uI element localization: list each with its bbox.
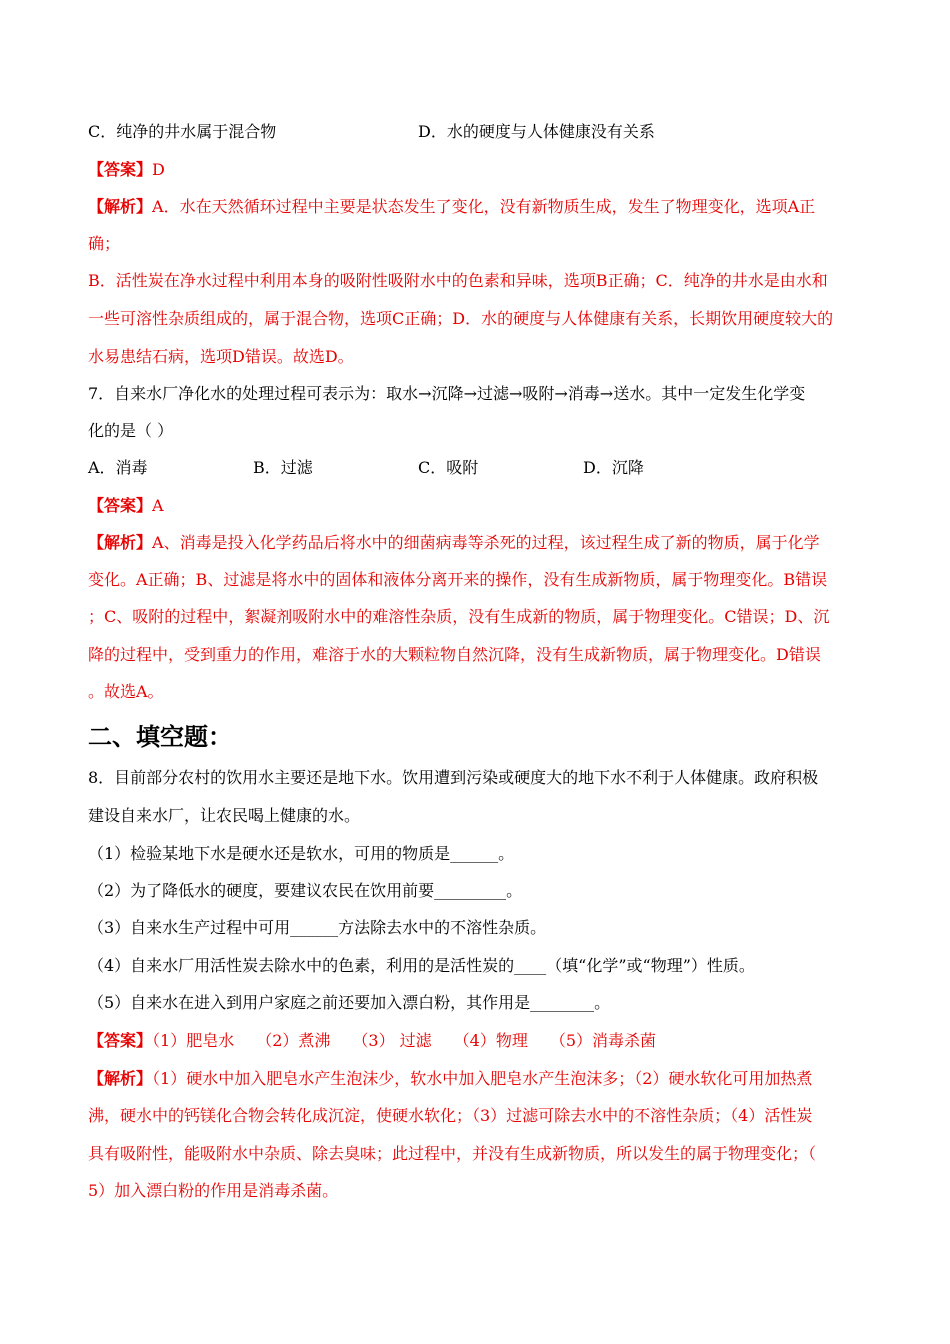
q8-analysis-line: 5）加入漂白粉的作用是消毒杀菌。	[88, 1181, 339, 1200]
answer-part: （5）消毒杀菌	[549, 1031, 657, 1050]
q8-analysis-line	[88, 1069, 812, 1089]
q7-analysis-line: 降的过程中，受到重力的作用，难溶于水的大颗粒物自然沉降，没有生成新物质，属于物理变化。D错误	[88, 645, 821, 664]
section-title: 二、填空题：	[88, 722, 232, 751]
q8-sub-question: （4）自来水厂用活性炭去除水中的色素，利用的是活性炭的____（填“化学”或“物理”）性质。	[88, 956, 755, 975]
q6-option-c: C．纯净的井水属于混合物	[88, 122, 277, 141]
analysis-tag: 【解析】	[88, 1069, 153, 1088]
q6-analysis-line: 一些可溶性杂质组成的，属于混合物，选项C正确；D．水的硬度与人体健康有关系，长期饮用硬度较大的	[88, 309, 834, 328]
analysis-text: A、消毒是投入化学药品后将水中的细菌病毒等杀死的过程，该过程生成了新的物质，属于化学	[152, 533, 820, 552]
q8-answer	[88, 1031, 656, 1051]
q7-option-b: B．过滤	[253, 458, 313, 477]
answer-part: （3） 过滤	[352, 1031, 432, 1050]
answer-tag: 【答案】	[88, 160, 153, 179]
q6-analysis-line	[88, 197, 815, 217]
answer-value: D	[152, 160, 165, 179]
q7-stem: 化的是（ ）	[88, 421, 174, 440]
q7-option-c: C．吸附	[418, 458, 479, 477]
q8-stem: 8．目前部分农村的饮用水主要还是地下水。饮用遭到污染或硬度大的地下水不利于人体健康。政府积极	[88, 768, 819, 787]
answer-part: （2）煮沸	[256, 1031, 331, 1050]
q7-analysis-line: 。故选A。	[88, 682, 164, 701]
q7-answer	[88, 496, 164, 516]
q6-analysis-line: B．活性炭在净水过程中利用本身的吸附性吸附水中的色素和异味，选项B正确；C．纯净的井水是由水和	[88, 271, 828, 290]
answer-tag: 【答案】	[88, 1031, 153, 1050]
q6-analysis-line: 确；	[88, 234, 121, 253]
q7-analysis-line: ；C、吸附的过程中，絮凝剂吸附水中的难溶性杂质，没有生成新的物质，属于物理变化。C错误；D、沉	[88, 607, 830, 626]
analysis-tag: 【解析】	[88, 197, 153, 216]
q7-option-a: A．消毒	[88, 458, 148, 477]
analysis-text: A．水在天然循环过程中主要是状态发生了变化，没有新物质生成，发生了物理变化，选项A正	[152, 197, 816, 216]
q7-analysis-line	[88, 533, 820, 553]
answer-value: A	[152, 496, 164, 515]
q8-analysis-line: 沸，硬水中的钙镁化合物会转化成沉淀，使硬水软化；（3）过滤可除去水中的不溶性杂质；（4）活性炭	[88, 1106, 813, 1125]
answer-part: （1）肥皂水	[152, 1031, 235, 1050]
analysis-tag: 【解析】	[88, 533, 153, 552]
q6-option-d: D．水的硬度与人体健康没有关系	[418, 122, 655, 141]
q8-stem: 建设自来水厂，让农民喝上健康的水。	[88, 806, 361, 825]
q8-analysis-line: 具有吸附性，能吸附水中杂质、除去臭味；此过程中，并没有生成新物质，所以发生的属于物理变化；（	[88, 1144, 817, 1163]
q7-option-d: D．沉降	[583, 458, 644, 477]
q7-stem: 7．自来水厂净化水的处理过程可表示为：取水→沉降→过滤→吸附→消毒→送水。其中一定发生化学变	[88, 384, 806, 403]
q8-sub-question: （3）自来水生产过程中可用______方法除去水中的不溶性杂质。	[88, 918, 547, 937]
q7-analysis-line: 变化。A正确；B、过滤是将水中的固体和液体分离开来的操作，没有生成新物质，属于物理变化。B错误	[88, 570, 828, 589]
q6-analysis-line: 水易患结石病，选项D错误。故选D。	[88, 347, 354, 366]
q8-sub-question: （2）为了降低水的硬度，要建议农民在饮用前要_________。	[88, 881, 523, 900]
q8-sub-question: （5）自来水在进入到用户家庭之前还要加入漂白粉，其作用是________。	[88, 993, 611, 1012]
analysis-text: （1）硬水中加入肥皂水产生泡沫少，软水中加入肥皂水产生泡沫多；（2）硬水软化可用加热煮	[152, 1069, 813, 1088]
answer-tag: 【答案】	[88, 496, 153, 515]
q6-answer	[88, 160, 165, 180]
answer-part: （4）物理	[453, 1031, 528, 1050]
q8-sub-question: （1）检验某地下水是硬水还是软水，可用的物质是______。	[88, 844, 515, 863]
